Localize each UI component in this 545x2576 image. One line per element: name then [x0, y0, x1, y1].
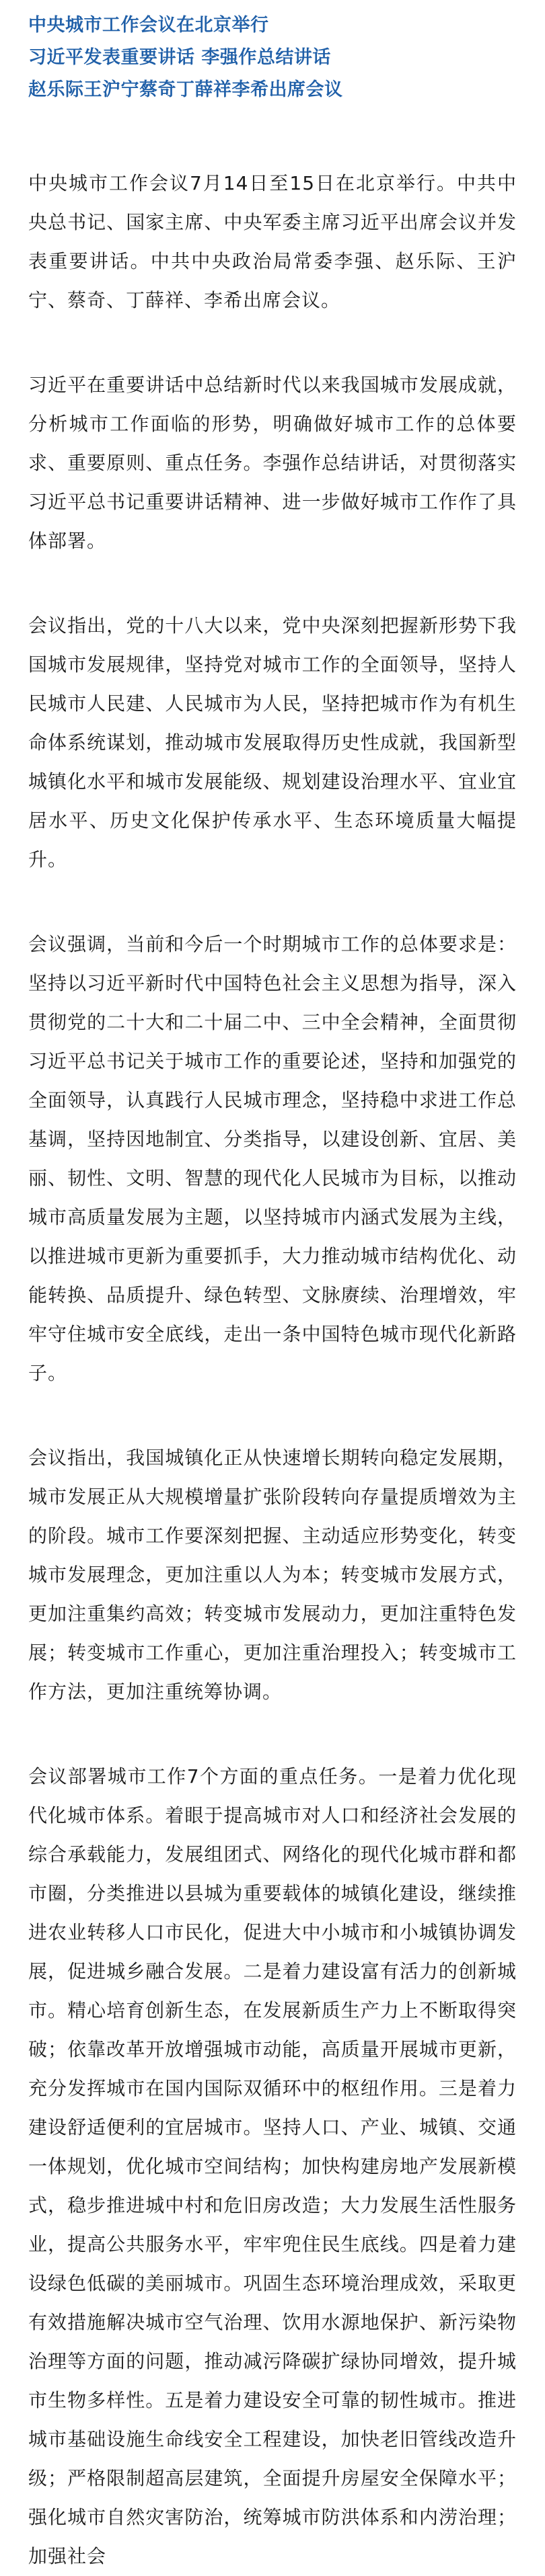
paragraph-key-tasks: 会议部署城市工作7个方面的重点任务。一是着力优化现代化城市体系。着眼于提高城市对人口和经济社会发展的综合承载能力，发展组团式、网络化的现代化城市群和都市圈，分类推进以县城为重要载体的城镇化建设，继续推进农业转移人口市民化，促进大中小城市和小城镇协调发展，促进城乡融合发展。二是着力建设富有活力的创新城市。精心培育创新生态，在发展新质生产力上不断取得突破；依靠改革开放增强城市动能，高质量开展城市更新，充分发挥城市在国内国际双循环中的枢纽作用。三是着力建设舒适便利的宜居城市。坚持人口、产业、城镇、交通一体规划，优化城市空间结构；加快构建房地产发展新模式，稳步推进城中村和危旧房改造；大力发展生活性服务业，提高公共服务水平，牢牢兜住民生底线。四是着力建设绿色低碳的美丽城市。巩固生态环境治理成效，采取更有效措施解决城市空气治理、饮用水源地保护、新污染物治理等方面的问题，推动减污降碳扩绿协同增效，提升城市生物多样性。五是着力建设安全可靠的韧性城市。推进城市基础设施生命线安全工程建设，加快老旧管线改造升级；严格限制超高层建筑，全面提升房屋安全保障水平；强化城市自然灾害防治，统筹城市防洪体系和内涝治理；加强社会	[28, 1765, 517, 2567]
article-headline	[28, 9, 517, 106]
paragraph-overall-requirements: 会议强调，当前和今后一个时期城市工作的总体要求是：坚持以习近平新时代中国特色社会主义思想为指导，深入贯彻党的二十大和二十届二中、三中全会精神，全面贯彻习近平总书记关于城市工作的重要论述，坚持和加强党的全面领导，认真践行人民城市理念，坚持稳中求进工作总基调，坚持因地制宜、分类指导，以建设创新、宜居、美丽、韧性、文明、智慧的现代化人民城市为目标，以推动城市高质量发展为主题，以坚持城市内涵式发展为主线，以推进城市更新为重要抓手，大力推动城市结构优化、动能转换、品质提升、绿色转型、文脉赓续、治理增效，牢牢守住城市安全底线，走出一条中国特色城市现代化新路子。	[28, 933, 517, 1384]
headline-line-2: 习近平发表重要讲话 李强作总结讲话	[28, 47, 331, 68]
headline-line-1: 中央城市工作会议在北京举行	[28, 15, 269, 36]
paragraph-development-stage: 会议指出，我国城镇化正从快速增长期转向稳定发展期，城市发展正从大规模增量扩张阶段转向存量提质增效为主的阶段。城市工作要深刻把握、主动适应形势变化，转变城市发展理念，更加注重以人为本；转变城市发展方式，更加注重集约高效；转变城市发展动力，更加注重特色发展；转变城市工作重心，更加注重治理投入；转变城市工作方法，更加注重统筹协调。	[28, 1447, 517, 1703]
headline-line-3: 赵乐际王沪宁蔡奇丁薛祥李希出席会议	[28, 79, 343, 100]
paragraph-achievements: 会议指出，党的十八大以来，党中央深刻把握新形势下我国城市发展规律，坚持党对城市工作的全面领导，坚持人民城市人民建、人民城市为人民，坚持把城市作为有机生命体系统谋划，推动城市发展取得历史性成就，我国新型城镇化水平和城市发展能级、规划建设治理水平、宜业宜居水平、历史文化保护传承水平、生态环境质量大幅提升。	[28, 614, 517, 871]
paragraph-meeting-held: 中央城市工作会议7月14日至15日在北京举行。中共中央总书记、国家主席、中央军委主席习近平出席会议并发表重要讲话。中共中央政治局常委李强、赵乐际、王沪宁、蔡奇、丁薛祥、李希出席会议。	[28, 172, 517, 311]
paragraph-speech-summary: 习近平在重要讲话中总结新时代以来我国城市发展成就，分析城市工作面临的形势，明确做好城市工作的总体要求、重要原则、重点任务。李强作总结讲话，对贯彻落实习近平总书记重要讲话精神、进一步做好城市工作作了具体部署。	[28, 374, 517, 552]
